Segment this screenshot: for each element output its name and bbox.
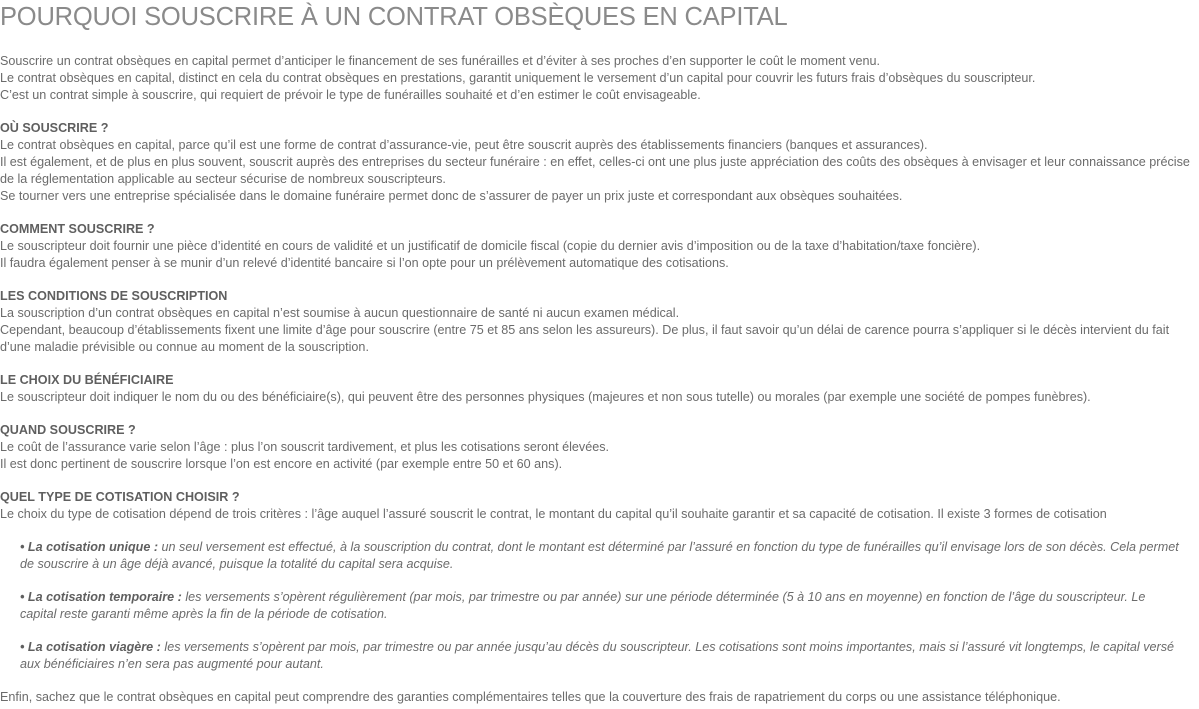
section-conditions <box>0 288 1199 356</box>
section-heading: QUAND SOUSCRIRE ? <box>0 423 136 437</box>
bullet-label: • La cotisation unique : <box>20 540 159 554</box>
section-heading: COMMENT SOUSCRIRE ? <box>0 222 155 236</box>
section-heading: OÙ SOUSCRIRE ? <box>0 121 109 135</box>
bullet-text: les versements s’opèrent par mois, par trimestre ou par année jusqu’au décès du souscripteur. Les cotisations sont moins importantes, mais si l’assuré vit longtemps, le capital versé aux bénéficiaires n’en sera pas augmenté pour autant. <box>20 640 1174 671</box>
section-line: Le coût de l’assurance varie selon l’âge : plus l’on souscrit tardivement, et plus les cotisations seront élevées. <box>0 440 610 454</box>
section-ou-souscrire <box>0 120 1199 205</box>
intro-line: Souscrire un contrat obsèques en capital permet d’anticiper le financement de ses funérailles et d’éviter à ses proches d’en supporter le coût le moment venu. <box>0 54 880 68</box>
section-line: Il est également, et de plus en plus souvent, souscrit auprès des entreprises du secteur funéraire : en effet, celles-ci ont une plus juste appréciation des coûts des obsèques à envisager et leur connaissance précise de la réglementation applicable au secteur sécurise de nombreux souscripteurs. <box>0 155 1190 186</box>
list-item <box>20 539 1180 573</box>
intro-line: C’est un contrat simple à souscrire, qui requiert de prévoir le type de funérailles souhaité et d’en estimer le coût envisageable. <box>0 88 701 102</box>
section-line: La souscription d’un contrat obsèques en capital n’est soumise à aucun questionnaire de santé ni aucun examen médical. <box>0 306 680 320</box>
section-line: Le souscripteur doit fournir une pièce d’identité en cours de validité et un justificatif de domicile fiscal (copie du dernier avis d’imposition ou de la taxe d’habitation/taxe foncière). <box>0 239 981 253</box>
section-line: Le contrat obsèques en capital, parce qu’il est une forme de contrat d’assurance-vie, peut être souscrit auprès des établissements financiers (banques et assurances). <box>0 138 928 152</box>
intro-line: Le contrat obsèques en capital, distinct en cela du contrat obsèques en prestations, garantit uniquement le versement d’un capital pour couvrir les futurs frais d’obsèques du souscripteur. <box>0 71 1036 85</box>
section-heading: LES CONDITIONS DE SOUSCRIPTION <box>0 289 228 303</box>
article-content <box>0 53 1199 706</box>
section-beneficiaire <box>0 372 1199 406</box>
section-line: Le souscripteur doit indiquer le nom du ou des bénéficiaire(s), qui peuvent être des personnes physiques (majeures et non sous tutelle) ou morales (par exemple une société de pompes funèbres). <box>0 390 1091 404</box>
section-type-cotisation <box>0 489 1199 523</box>
section-quand-souscrire <box>0 422 1199 473</box>
list-item <box>20 589 1180 623</box>
section-comment-souscrire <box>0 221 1199 272</box>
section-line: Il faudra également penser à se munir d’un relevé d’identité bancaire si l’on opte pour un prélèvement automatique des cotisations. <box>0 256 729 270</box>
section-line: Se tourner vers une entreprise spécialisée dans le domaine funéraire permet donc de s’assurer de payer un prix juste et correspondant aux obsèques souhaitées. <box>0 189 903 203</box>
cotisation-list <box>20 539 1180 673</box>
bullet-text: les versements s’opèrent régulièrement (par mois, par trimestre ou par année) sur une période déterminée (5 à 10 ans en moyenne) en fonction de l’âge du souscripteur. Le capital reste garanti même après la fin de la période de cotisation. <box>20 590 1146 621</box>
section-heading: QUEL TYPE DE COTISATION CHOISIR ? <box>0 490 240 504</box>
bullet-label: • La cotisation temporaire : <box>20 590 182 604</box>
section-line: Il est donc pertinent de souscrire lorsque l’on est encore en activité (par exemple entre 50 et 60 ans). <box>0 457 563 471</box>
conclusion-paragraph: Enfin, sachez que le contrat obsèques en capital peut comprendre des garanties complémentaires telles que la couverture des frais de rapatriement du corps ou une assistance téléphonique. <box>0 690 1061 704</box>
section-heading: LE CHOIX DU BÉNÉFICIAIRE <box>0 373 174 387</box>
list-item <box>20 639 1180 673</box>
section-line: Le choix du type de cotisation dépend de trois critères : l’âge auquel l’assuré souscrit le contrat, le montant du capital qu’il souhaite garantir et sa capacité de cotisation. Il existe 3 formes de cotisation <box>0 507 1107 521</box>
page-title: POURQUOI SOUSCRIRE À UN CONTRAT OBSÈQUES EN CAPITAL <box>0 3 788 31</box>
bullet-label: • La cotisation viagère : <box>20 640 161 654</box>
bullet-text: un seul versement est effectué, à la souscription du contrat, dont le montant est déterminé par l’assuré en fonction du type de funérailles qu’il envisage lors de son décès. Cela permet de souscrire à un âge déjà avancé, puisque la totalité du capital sera acquise. <box>20 540 1179 571</box>
intro-section <box>0 53 1199 104</box>
section-line: Cependant, beaucoup d’établissements fixent une limite d’âge pour souscrire (entre 75 et 85 ans selon les assureurs). De plus, il faut savoir qu’un délai de carence pourra s’appliquer si le décès intervient du fait d’une maladie prévisible ou connue au moment de la souscription. <box>0 323 1170 354</box>
